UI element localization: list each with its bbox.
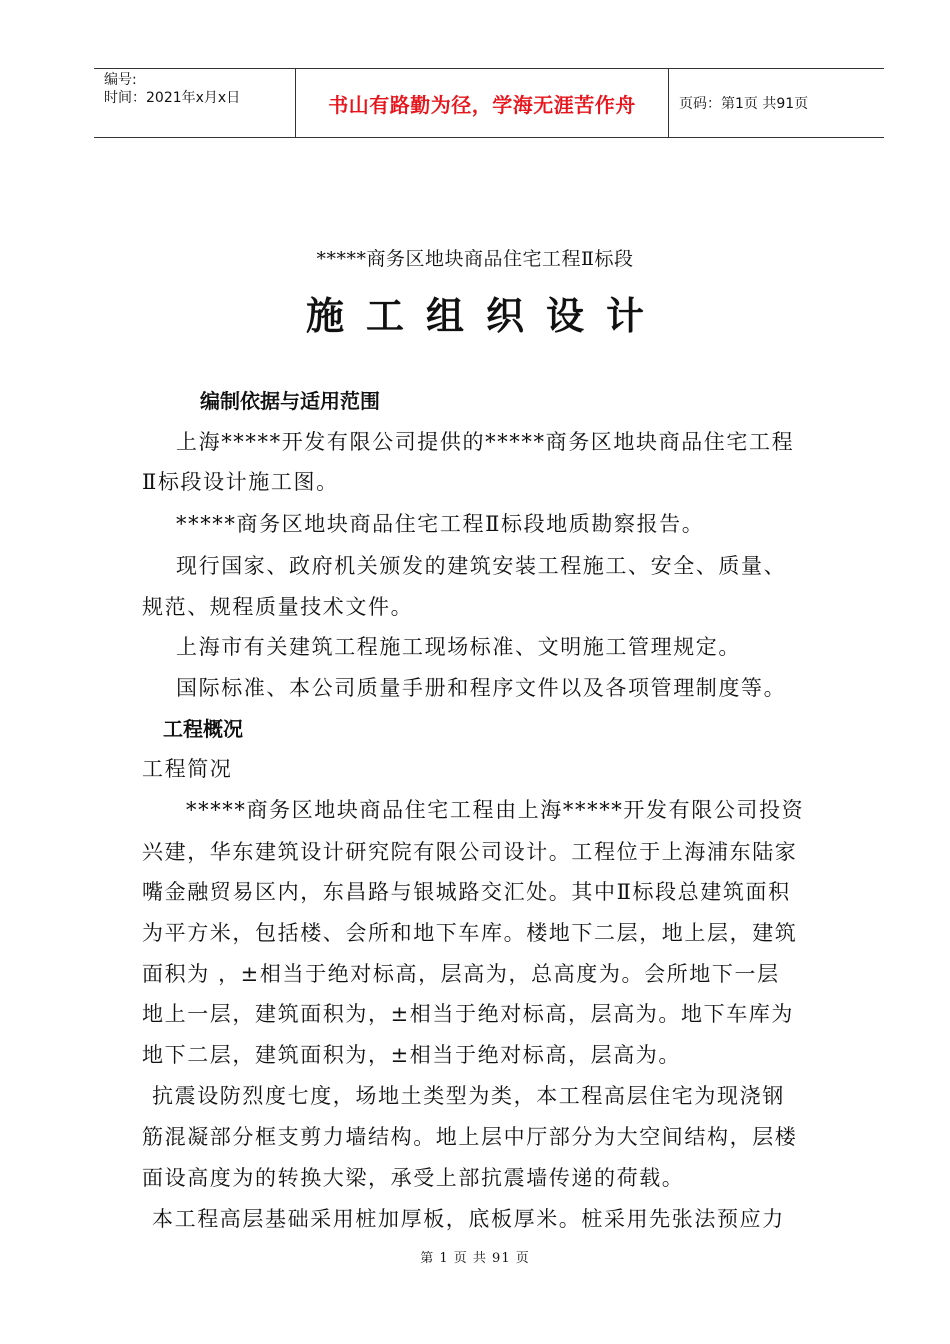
- page-footer: 第 1 页 共 91 页: [420, 1251, 530, 1266]
- body-line: 国际标准、本公司质量手册和程序文件以及各项管理制度等。: [176, 676, 787, 700]
- body-line: 抗震设防烈度七度，场地土类型为类，本工程高层住宅为现浇钢: [152, 1084, 785, 1108]
- section-heading-basis: 编制依据与适用范围: [200, 389, 380, 413]
- motto-text: 书山有路勤为径，学海无涯苦作舟: [328, 92, 636, 117]
- header-page-cell: [669, 69, 884, 137]
- body-line: 规范、规程质量技术文件。: [142, 595, 414, 619]
- body-line: 地上一层，建筑面积为，±相当于绝对标高，层高为。地下车库为: [142, 1002, 794, 1026]
- section-heading-overview: 工程概况: [163, 717, 243, 741]
- body-line: 本工程高层基础采用桩加厚板，底板厚米。桩采用先张法预应力: [152, 1207, 785, 1231]
- body-line: 上海*****开发有限公司提供的*****商务区地块商品住宅工程: [176, 430, 795, 454]
- number-label: 编号:: [104, 72, 137, 88]
- body-line: Ⅱ标段设计施工图。: [142, 470, 339, 494]
- body-line: 地下二层，建筑面积为，±相当于绝对标高，层高为。: [142, 1043, 681, 1067]
- page-info: 页码：第1页 共91页: [679, 96, 809, 112]
- document-title: 施工组织设计: [305, 294, 666, 338]
- body-line: 为平方米，包括楼、会所和地下车库。楼地下二层，地上层，建筑: [142, 921, 798, 945]
- body-line: 现行国家、政府机关颁发的建筑安装工程施工、安全、质量、: [176, 554, 787, 578]
- subsection-heading: 工程简况: [142, 757, 233, 781]
- page-header: [94, 68, 884, 138]
- header-meta-cell: [94, 69, 296, 137]
- body-line: 面积为 ，±相当于绝对标高，层高为，总高度为。会所地下一层: [142, 962, 780, 986]
- body-line: *****商务区地块商品住宅工程Ⅱ标段地质勘察报告。: [176, 512, 705, 536]
- body-line: 面设高度为的转换大梁，承受上部抗震墙传递的荷载。: [142, 1166, 685, 1190]
- body-line: 筋混凝部分框支剪力墙结构。地上层中厅部分为大空间结构，层楼: [142, 1125, 798, 1149]
- body-line: 兴建，华东建筑设计研究院有限公司设计。工程位于上海浦东陆家: [142, 840, 798, 864]
- body-line: 嘴金融贸易区内，东昌路与银城路交汇处。其中Ⅱ标段总建筑面积: [142, 880, 791, 904]
- body-line: 上海市有关建筑工程施工现场标准、文明施工管理规定。: [176, 635, 741, 659]
- header-motto-cell: [296, 69, 669, 137]
- body-line: *****商务区地块商品住宅工程由上海*****开发有限公司投资: [186, 798, 805, 822]
- document-subtitle: *****商务区地块商品住宅工程Ⅱ标段: [316, 248, 634, 270]
- time-label: 时间：2021年x月x日: [104, 90, 241, 106]
